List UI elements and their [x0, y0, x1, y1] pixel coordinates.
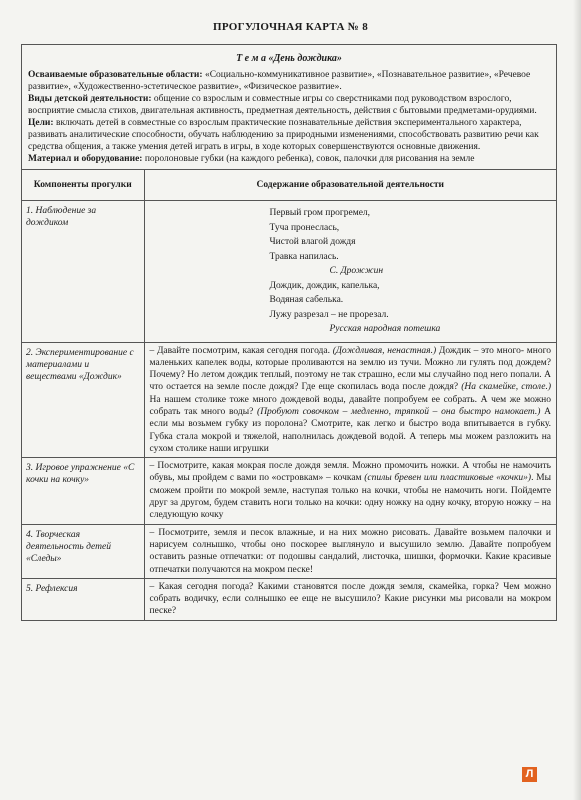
activity-label: Виды детской деятельности:	[28, 94, 152, 104]
topic-heading: Т е м а «День дождика»	[236, 53, 342, 64]
materials-text: поролоновые губки (на каждого ребенка), совок, палочки для рисования на земле	[142, 154, 475, 164]
poem-line: Травка напилась.	[269, 251, 339, 262]
content-text: . Мы сможем пройти по мокрой земле, наступая только на кочки, чтобы не намочить ноги. Пойдемте друг за другом, будем ставить ноги только на кочки: одну ножку на одну кочку, вторую ножку – на следующую кочку	[149, 473, 551, 521]
poem	[150, 203, 552, 340]
poem-line: Чистой влагой дождя	[269, 237, 356, 247]
poem-author: С. Дрожжин	[329, 266, 384, 276]
row-component-label: 3. Игровое упражнение «С кочки на кочку»	[22, 458, 144, 524]
poem-line: Лужу разрезал – не прорезал.	[269, 309, 389, 320]
activity-table	[22, 170, 556, 620]
walk-card-sheet	[21, 44, 557, 621]
row-component-label: 1. Наблюдение за дождиком	[22, 201, 144, 343]
poem-author: Русская народная потешка	[329, 324, 441, 334]
content-italic: (На скамейке, столе.)	[461, 382, 551, 393]
page-edge-shadow	[573, 0, 581, 800]
content-text: На нашем столике тоже много дождевой воды, давайте попробуем ее собрать. А чем же можно собрать так много воды?	[149, 394, 551, 417]
table-header-row	[22, 170, 556, 201]
poem-line: Туча пронеслась,	[269, 222, 340, 233]
row-content	[144, 458, 556, 524]
areas-paragraph	[28, 69, 550, 93]
column-header-content: Содержание образовательной деятельности	[144, 170, 556, 201]
page-title: ПРОГУЛОЧНАЯ КАРТА № 8	[213, 21, 368, 33]
materials-paragraph	[28, 153, 550, 165]
column-header-components: Компоненты прогулки	[22, 170, 144, 201]
content-text: – Посмотрите, какая мокрая после дождя земля. Можно промочить ножки. А чтобы не намочить обувь, мы пройдем с вами по «островкам» – кочкам	[149, 461, 551, 484]
content-text: А если мы возьмем губку из поролона? Смотрите, как легко и быстро вода впитывается в губку. Губка стала мокрой и тяжелой, наполнилась дождевой водой. А теперь мы можем разложить на сухом столике наши игрушки	[149, 406, 551, 454]
materials-label: Материал и оборудование:	[28, 154, 143, 164]
activity-text: общение со взрослым и совместные игры со сверстниками под руководством взрослого, восприятие смысла стихов, двигательная активность, предметная деятельность, действия с бытовыми предметами-орудиями.	[28, 94, 537, 116]
content-text: – Какая сегодня погода? Какими становятся после дождя земля, скамейка, горка? Чем можно собрать водичку, если солнышко ее еще не высушило? Какие рисунки мы рисовали на мокром песке?	[149, 581, 551, 617]
table-row	[22, 458, 556, 524]
poem-line: Первый гром прогремел,	[269, 208, 371, 218]
poem-line: Водяная сабелька.	[269, 295, 344, 305]
table-row	[22, 342, 556, 458]
content-italic: (Дождливая, ненастная.)	[332, 345, 437, 356]
row-component-label: 5. Рефлексия	[22, 578, 144, 619]
table-row	[22, 524, 556, 578]
poem-line: Дождик, дождик, капелька,	[269, 280, 380, 291]
content-text: – Посмотрите, земля и песок влажные, и на них можно рисовать. Давайте возьмем палочки и нарисуем солнышко, чтобы оно поскорее выглянуло и высушило землю. Давайте попробуем оставить разные отпечатки: от подошвы сандалий, листочка, шишки, формочки. Какие красивые отпечатки получаются на мокром песке!	[149, 527, 551, 575]
activity-paragraph	[28, 93, 550, 117]
goals-paragraph	[28, 117, 550, 153]
table-row	[22, 201, 556, 343]
row-content	[144, 578, 556, 619]
row-content	[144, 201, 556, 343]
content-italic: (спилы бревен или пластиковые «кочки»)	[364, 473, 532, 484]
row-content	[144, 342, 556, 458]
row-component-label: 2. Экспериментирование с материалами и веществами «Дождик»	[22, 342, 144, 458]
areas-text: «Социально-коммуникативное развитие», «Познавательное развитие», «Речевое развитие», «Художественно-эстетическое развитие», «Физическое развитие».	[28, 70, 531, 92]
content-italic: (Пробуют совочком – медленно, тряпкой – она быстро намокает.)	[257, 406, 541, 417]
areas-label: Осваиваемые образовательные области:	[28, 70, 203, 80]
table-row	[22, 578, 556, 619]
row-component-label: 4. Творческая деятельность детей «Следы»	[22, 524, 144, 578]
publisher-logo-icon: Л	[522, 767, 537, 782]
row-content	[144, 524, 556, 578]
intro-block	[22, 45, 556, 170]
goals-label: Цели:	[28, 118, 54, 128]
content-text: Дождик – это много- много маленьких капелек воды, которые проливаются на землю из тучи. Можно ли гулять под дождем? Почему? Но летом дождик теплый, поэтому не так страшно, если мы случайно под него попали. А что остается на земле после дождя? Где еще скопилась вода после дождя?	[149, 345, 551, 393]
content-text: – Давайте посмотрим, какая сегодня погода.	[149, 345, 333, 356]
goals-text: включать детей в совместные со взрослым практические познавательные действия экспериментального характера, развивать аналитические способности, обучать наблюдению за природными изменениями, способствовать развитию речи как средства общения, а также умения детей играть в игры, в ходе которых совершенствуются основные движения.	[28, 118, 539, 152]
